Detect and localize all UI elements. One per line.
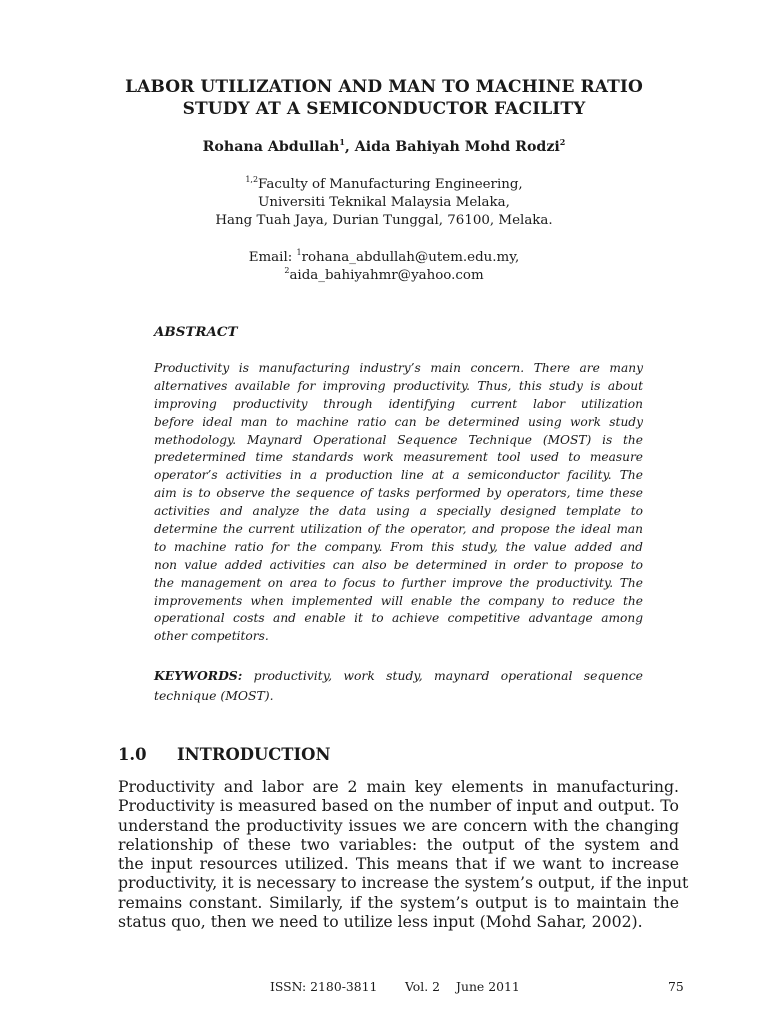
intro-line: status quo, then we need to utilize less input (Mohd Sahar, 2002). — [118, 912, 643, 932]
footer-page-number: 75 — [668, 979, 684, 994]
introduction-body — [118, 777, 689, 932]
email-line-2 — [0, 267, 768, 285]
author-2-name: Aida Bahiyah Mohd Rodzi — [354, 139, 560, 155]
paper-title — [0, 76, 768, 120]
keywords-label: KEYWORDS — [154, 668, 238, 683]
author-1-affiliation-marker: 1 — [339, 137, 345, 147]
footer-date: June 2011 — [456, 979, 520, 994]
email-2-marker: 2 — [284, 266, 290, 275]
keywords-line-1 — [154, 666, 643, 686]
keywords-text-2: technique (MOST). — [154, 687, 274, 703]
affiliation-faculty: Faculty of Manufacturing Engineering, — [258, 177, 523, 192]
abstract-line: improving productivity through identifying current labor utilization — [154, 396, 643, 411]
introduction-heading — [118, 745, 330, 764]
email-address-2[interactable]: aida_bahiyahmr@yahoo.com — [289, 268, 484, 283]
abstract-line: predetermined time standards work measurement tool used to measure — [154, 450, 643, 465]
abstract-line: operator’s activities in a production line at a semiconductor facility. The — [154, 468, 643, 483]
abstract-heading: ABSTRACT — [154, 324, 238, 340]
abstract-line: activities and analyze the data using a specially designed template to — [154, 504, 643, 519]
affiliation-marker: 1,2 — [245, 175, 259, 184]
section-number: 1.0 — [118, 745, 147, 764]
email-label: Email: — [248, 250, 297, 265]
email-block — [0, 249, 768, 285]
affiliation-line-1 — [0, 176, 768, 194]
title-line-2: STUDY AT A SEMICONDUCTOR FACILITY — [182, 99, 586, 119]
title-line-1: LABOR UTILIZATION AND MAN TO MACHINE RATIO — [125, 77, 643, 97]
abstract-line: alternatives available for improving productivity. Thus, this study is about — [154, 378, 643, 393]
intro-line: Productivity is measured based on the number of input and output. To — [118, 796, 679, 816]
abstract-body — [154, 360, 643, 646]
affiliation-line-2: Universiti Teknikal Malaysia Melaka, — [258, 195, 510, 210]
author-2-affiliation-marker: 2 — [559, 137, 566, 147]
email-line-1 — [0, 249, 768, 267]
intro-line: remains constant. Similarly, if the system’s output is to maintain the — [118, 892, 679, 912]
footer-volume: Vol. 2 — [405, 979, 440, 994]
affiliation-block — [0, 176, 768, 230]
abstract-line: before ideal man to machine ratio can be determined using work study — [154, 414, 643, 429]
abstract-line: Productivity is manufacturing industry’s main concern. There are many — [154, 361, 643, 375]
intro-line: the input resources utilized. This means that if we want to increase — [118, 854, 679, 874]
author-list — [0, 139, 768, 155]
abstract-line: other competitors. — [154, 629, 269, 644]
abstract-line: improvements when implemented will enable the company to reduce the — [154, 593, 643, 608]
section-title: INTRODUCTION — [177, 745, 331, 764]
intro-line: productivity, it is necessary to increase the system’s output, if the input — [118, 873, 689, 893]
intro-line: understand the productivity issues we are concern with the changing — [118, 815, 679, 835]
email-address-1[interactable]: rohana_abdullah@utem.edu.my, — [301, 250, 520, 265]
footer-issn: ISSN: 2180-3811 — [270, 979, 378, 994]
author-separator: , — [344, 139, 355, 155]
intro-line: relationship of these two variables: the output of the system and — [118, 834, 679, 854]
affiliation-line-3: Hang Tuah Jaya, Durian Tunggal, 76100, Melaka. — [215, 213, 553, 228]
keywords-colon: : — [237, 668, 243, 683]
abstract-line: to machine ratio for the company. From this study, the value added and — [154, 539, 643, 554]
keywords-text-1: productivity, work study, maynard operational sequence — [253, 668, 643, 683]
abstract-line: methodology. Maynard Operational Sequence Technique (MOST) is the — [154, 432, 643, 447]
abstract-line: determine the current utilization of the operator, and propose the ideal man — [154, 522, 643, 537]
abstract-line: aim is to observe the sequence of tasks performed by operators, time these — [154, 486, 643, 501]
author-1-name: Rohana Abdullah — [202, 139, 340, 155]
keywords-block — [154, 666, 643, 705]
intro-line: Productivity and labor are 2 main key elements in manufacturing. — [118, 777, 679, 796]
email-1-marker: 1 — [296, 248, 302, 257]
abstract-line: non value added activities can also be determined in order to propose to — [154, 557, 643, 572]
abstract-line: the management on area to focus to further improve the productivity. The — [154, 575, 643, 590]
abstract-line: operational costs and enable it to achieve competitive advantage among — [154, 611, 643, 626]
